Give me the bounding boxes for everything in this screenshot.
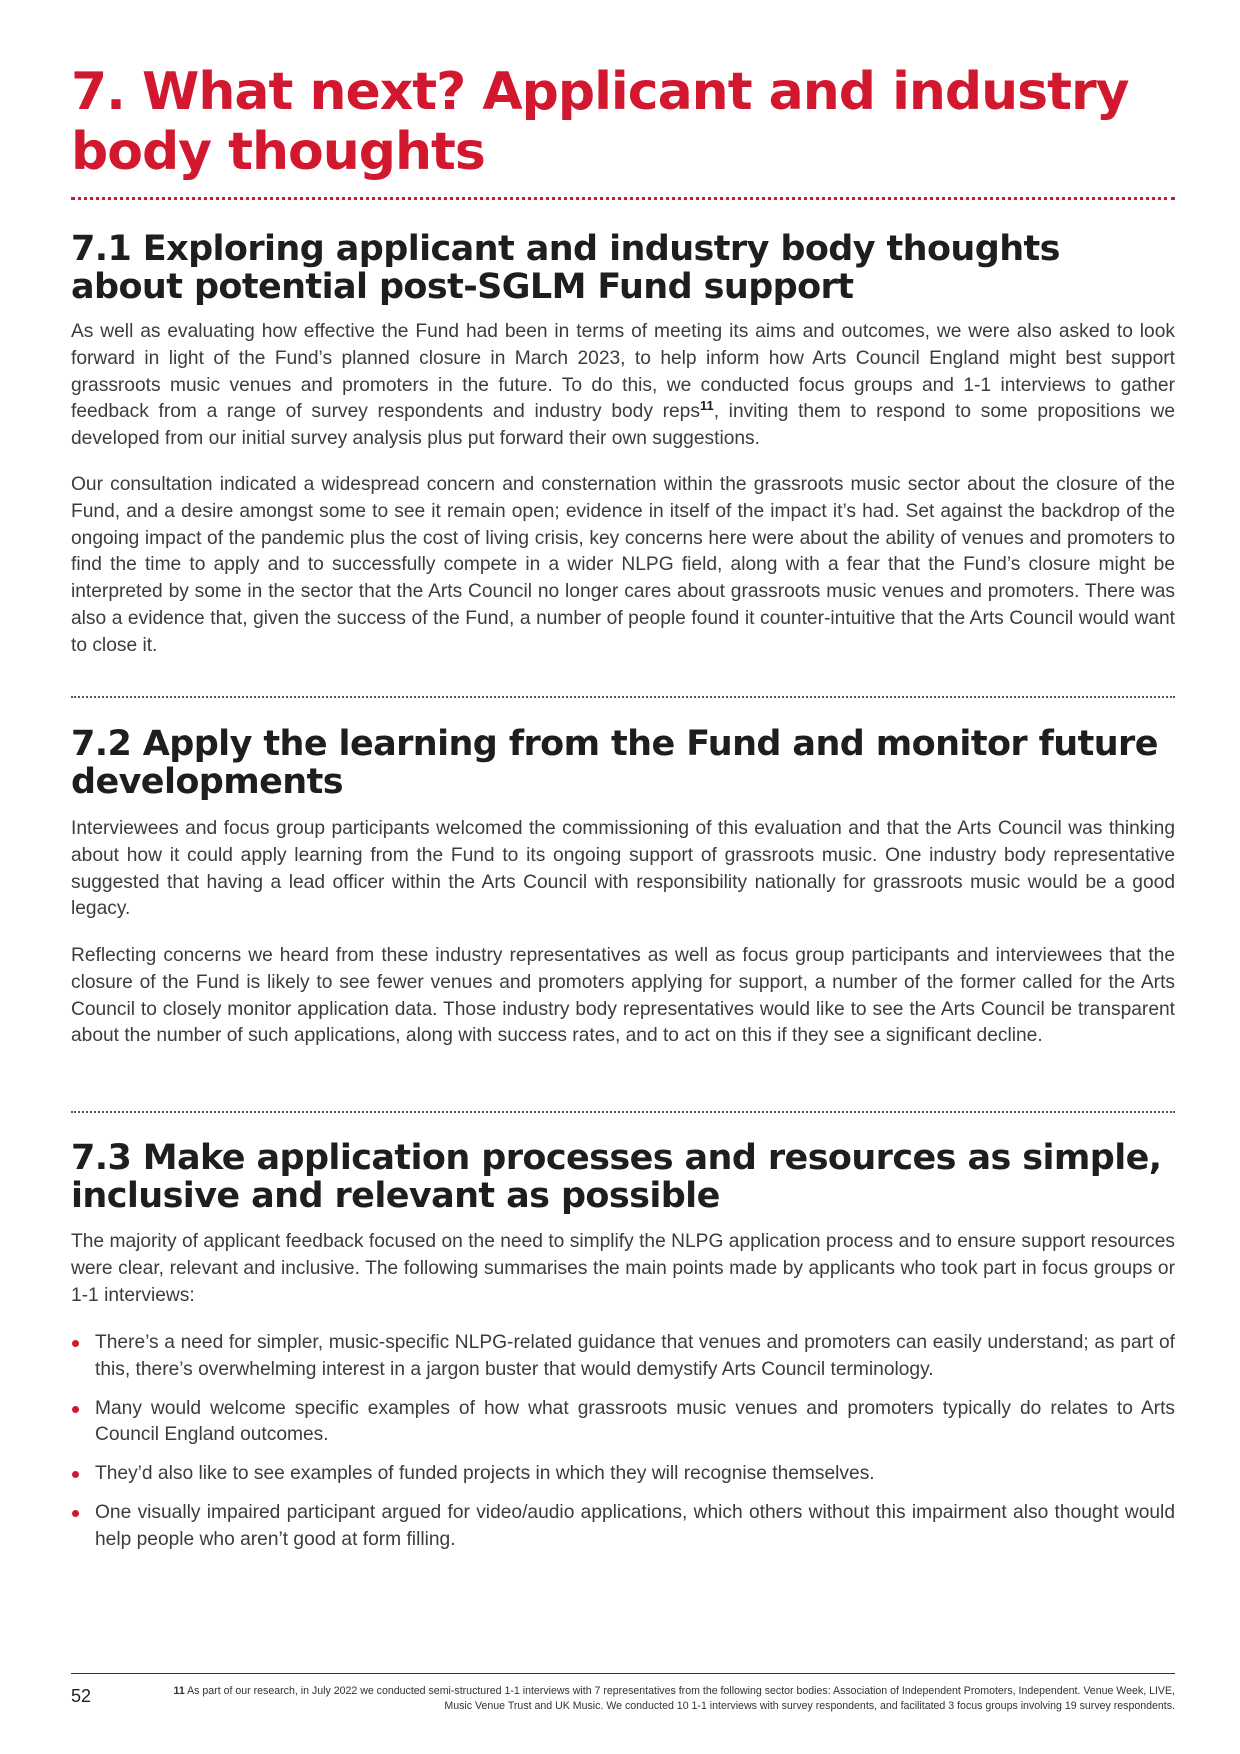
list-item-text: They’d also like to see examples of funded projects in which they will recognise themselves.	[95, 1463, 875, 1485]
page-number: 52	[71, 1686, 92, 1706]
bullet-icon	[72, 1510, 79, 1517]
bullet-icon	[72, 1340, 79, 1347]
section-divider	[71, 1111, 1175, 1113]
list-item	[71, 1500, 1175, 1554]
list-item-text: One visually impaired participant argued for video/audio applications, which others without this impairment also thought would help people who aren’t good at form filling.	[95, 1501, 1175, 1550]
section-7-2-paragraph-2: Reflecting concerns we heard from these industry representatives as well as focus group participants and interviewees that the closure of the Fund is likely to see fewer venues and promoters applying for support, a number of the former called for the Arts Council to closely monitor application data. Those industry body representatives would like to see the Arts Council be transparent about the number of such applications, along with success rates, and to act on this if they see a significant decline.	[71, 945, 1175, 1047]
list-item	[71, 1461, 1175, 1488]
section-7-2-heading: 7.2 Apply the learning from the Fund and monitor future developments	[71, 724, 1158, 802]
list-item	[71, 1396, 1175, 1450]
section-7-3-paragraph-1: The majority of applicant feedback focused on the need to simplify the NLPG application process and to ensure support resources were clear, relevant and inclusive. The following summarises the main points made by applicants who took part in focus groups or 1-1 interviews:	[71, 1231, 1175, 1306]
paragraph-text-continued: , inviting them to respond to some propositions we developed from our initial survey analysis plus put forward their own suggestions.	[71, 401, 1175, 450]
applicant-feedback-list	[71, 1330, 1175, 1566]
report-page	[71, 0, 1175, 1754]
section-7-1-heading: 7.1 Exploring applicant and industry body thoughts about potential post-SGLM Fund support	[71, 229, 1060, 307]
chapter-title: 7. What next? Applicant and industry body thoughts	[71, 62, 1129, 182]
list-item-text: Many would welcome specific examples of how what grassroots music venues and promoters typically do relates to Arts Council England outcomes.	[95, 1397, 1175, 1446]
section-7-3-heading: 7.3 Make application processes and resources as simple, inclusive and relevant as possible	[71, 1138, 1162, 1216]
paragraph-text: As well as evaluating how effective the Fund had been in terms of meeting its aims and outcomes, we were also asked to look forward in light of the Fund’s planned closure in March 2023, to help inform how Arts Council England might best support grassroots music venues and promoters in the future. To do this, we conducted focus groups and 1-1 interviews to gather feedback from a range of survey respondents and industry body reps	[71, 321, 1175, 423]
bullet-icon	[72, 1406, 79, 1413]
chapter-divider	[71, 197, 1175, 200]
section-7-2-paragraph-1: Interviewees and focus group participants welcomed the commissioning of this evaluation and that the Arts Council was thinking about how it could apply learning from the Fund to its ongoing support of grassroots music. One industry body representative suggested that having a lead officer within the Arts Council with responsibility nationally for grassroots music would be a good legacy.	[71, 818, 1175, 920]
bullet-icon	[72, 1471, 79, 1478]
section-divider	[71, 696, 1175, 698]
footer-rule	[71, 1673, 1175, 1674]
footnote-reference: 11	[699, 398, 714, 414]
list-item-text: There’s a need for simpler, music-specific NLPG-related guidance that venues and promoters can easily understand; as part of this, there’s overwhelming interest in a jargon buster that would demystify Arts Council terminology.	[95, 1332, 1175, 1380]
section-7-1-paragraph-2: Our consultation indicated a widespread concern and consternation within the grassroots music sector about the closure of the Fund, and a desire amongst some to see it remain open; evidence in itself of the impact it’s had. Set against the backdrop of the ongoing impact of the pandemic plus the cost of living crisis, key concerns here were about the ability of venues and promoters to find the time to apply and to successfully compete in a wider NLPG field, along with a fear that the Fund’s closure might be interpreted by some in the sector that the Arts Council no longer cares about grassroots music venues and promoters. There was also a evidence that, given the success of the Fund, a number of people found it counter-intuitive that the Arts Council would want to close it.	[71, 474, 1175, 656]
list-item	[71, 1330, 1175, 1384]
section-7-1-paragraph-1	[71, 319, 1175, 453]
footnote-number: 11	[173, 1685, 185, 1697]
footnote-text: As part of our research, in July 2022 we conducted semi-structured 1-1 interviews with 7 representatives from the following sector bodies: Association of Independent Promoters, Independent. Venue Week, LIVE, Music Venue Trust and UK Music. We conducted 10 1-1 interviews with survey respondents, and facilitated 3 focus groups involving 19 survey respondents.	[187, 1685, 1175, 1712]
footnote	[171, 1684, 1175, 1714]
